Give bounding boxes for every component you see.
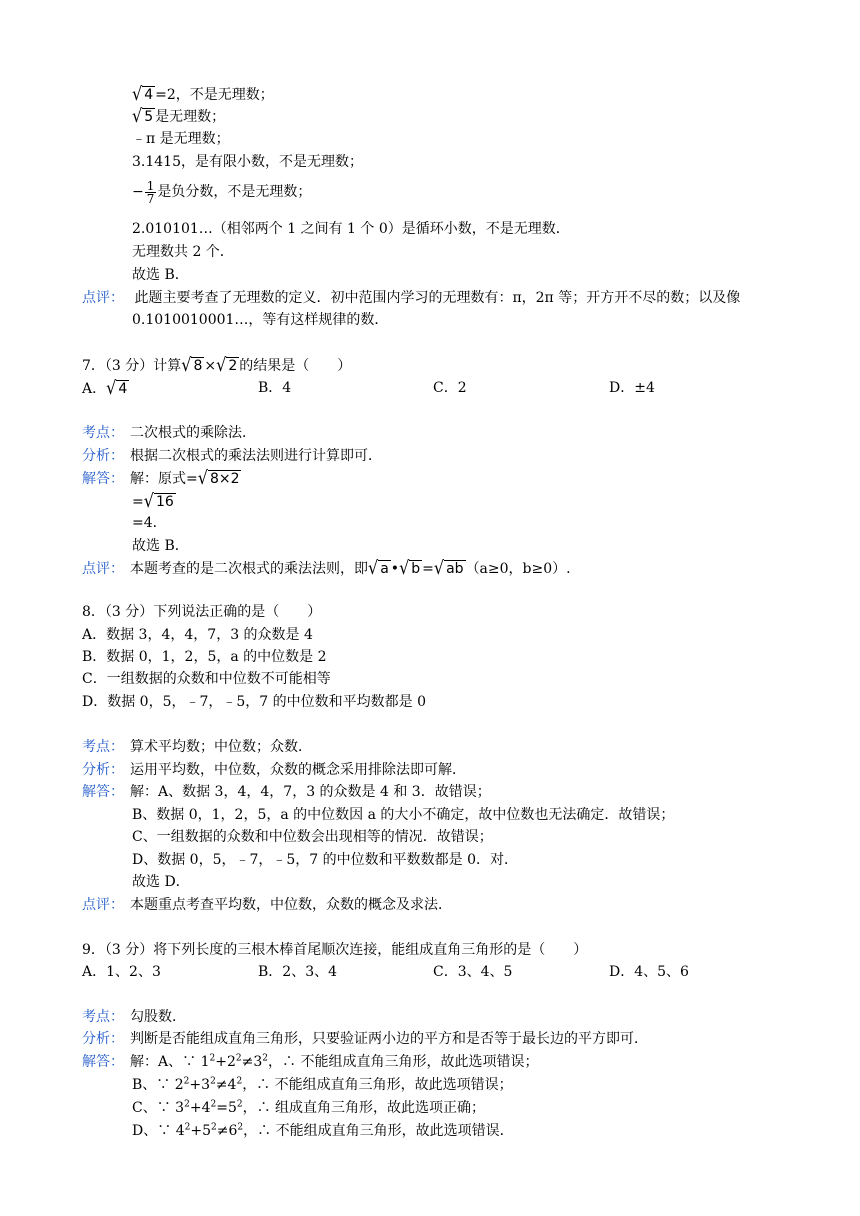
q7-option-c: C．2 xyxy=(433,380,467,396)
q8-option-c: C．一组数据的众数和中位数不可能相等 xyxy=(82,671,331,687)
q9-jieda-b: B、∵ $2^2+3^2\ne 4^2$，∴ 不能组成直角三角形，故此选项错误； xyxy=(132,1076,513,1093)
q7-option-d: D．±4 xyxy=(609,380,655,396)
q7-jieda: 解答： 解：原式=√ 8×2 xyxy=(82,466,240,489)
q9-kaodian: 考点： 勾股数． xyxy=(82,1009,186,1025)
q7-option-b: B．4 xyxy=(258,380,292,396)
q6-line-sqrt4: √ 4 =2，不是无理数； xyxy=(132,82,274,105)
q9-option-a: A．1、2、3 xyxy=(82,964,161,980)
q8-jieda-answer: 故选 D． xyxy=(132,874,190,890)
q6-line-repeating: 2.010101…（相邻两个 1 之间有 1 个 0）是循环小数，不是无理数． xyxy=(132,221,570,237)
q7-dianping: 点评： 本题考查的是二次根式的乘法法则，即√ a •√ b =√ ab （a≥0，b≥0）. xyxy=(82,556,571,579)
q8-jieda-c: C、一组数据的众数和中位数会出现相等的情况．故错误； xyxy=(132,829,493,845)
sqrt-expression: √ 4 xyxy=(106,376,128,399)
sqrt-expression: √ 8 xyxy=(181,353,203,376)
comment-label: 点评： xyxy=(82,290,124,306)
sqrt-expression: √ b xyxy=(399,556,421,579)
q6-line-pi: ﹣π 是无理数； xyxy=(132,131,230,147)
q8-stem: 8．（3 分）下列说法正确的是（ ） xyxy=(82,604,322,620)
q7-jieda-line4: 故选 B． xyxy=(132,538,189,554)
sqrt-expression: √ 4 xyxy=(132,82,154,105)
q8-jieda-b: B、数据 0，1，2，5，a 的中位数因 a 的大小不确定，故中位数也无法确定．故错误； xyxy=(132,807,675,823)
q7-stem: 7．（3 分）计算√ 8 ×√ 2 的结果是（ ） xyxy=(82,353,352,376)
q9-option-c: C．3、4、5 xyxy=(433,964,513,980)
q9-jieda-a: 解：A、∵ $1^2+2^2\ne 3^2$，∴ 不能组成直角三角形，故此选项错误； xyxy=(130,1053,539,1070)
sqrt-expression: √ 16 xyxy=(143,489,174,512)
q6-line-fraction: − $\frac{1}{7}$ 是负分数，不是无理数； xyxy=(132,178,312,206)
q9-jieda: 解答： 解：A、∵ $1^2+2^2\ne 3^2$，∴ 不能组成直角三角形，故此选项错误； xyxy=(82,1053,539,1070)
sqrt-expression: √ 8×2 xyxy=(197,466,240,489)
q7-jieda-line3: =4． xyxy=(132,515,167,531)
q6-line-sqrt5: √ 5 是无理数； xyxy=(132,104,226,127)
q9-option-d: D．4、5、6 xyxy=(609,964,689,980)
q8-option-d: D．数据 0，5，﹣7，﹣5，7 的中位数和平均数都是 0 xyxy=(82,694,427,710)
q6-line-3-1415: 3.1415，是有限小数，不是无理数； xyxy=(132,154,363,170)
sqrt-expression: √ 2 xyxy=(216,353,238,376)
q8-jieda: 解答： 解：A、数据 3，4，4，7，3 的众数是 4 和 3．故错误； xyxy=(82,784,491,800)
q7-kaodian: 考点： 二次根式的乘除法． xyxy=(82,425,256,441)
fraction: $\frac{1}{7}$ xyxy=(146,178,155,206)
q9-fenxi: 分析： 判断是否能组成直角三角形，只要验证两小边的平方和是否等于最长边的平方即可． xyxy=(82,1031,648,1047)
sqrt-expression: √ ab xyxy=(433,556,464,579)
q8-dianping: 点评： 本题重点考查平均数，中位数，众数的概念及求法． xyxy=(82,897,452,913)
q8-kaodian: 考点： 算术平均数；中位数；众数． xyxy=(82,739,312,755)
q7-fenxi: 分析： 根据二次根式的乘法法则进行计算即可． xyxy=(82,448,382,464)
q8-option-a: A．数据 3，4，4，7，3 的众数是 4 xyxy=(82,627,313,643)
q9-jieda-c: C、∵ $3^2+4^2=5^2$，∴ 组成直角三角形，故此选项正确； xyxy=(132,1099,486,1116)
q7-option-a: A．√ 4 xyxy=(82,376,128,399)
q6-line-answer: 故选 B． xyxy=(132,267,189,283)
q7-jieda-line2: =√ 16 xyxy=(132,489,174,512)
q8-jieda-d: D、数据 0，5，﹣7，﹣5，7 的中位数和平数数都是 0．对． xyxy=(132,852,519,868)
q9-option-b: B．2、3、4 xyxy=(258,964,338,980)
q8-option-b: B．数据 0，1，2，5，a 的中位数是 2 xyxy=(82,649,327,665)
q9-stem: 9．（3 分）将下列长度的三根木棒首尾顺次连接，能组成直角三角形的是（ ） xyxy=(82,942,588,958)
q9-jieda-d: D、∵ $4^2+5^2\ne 6^2$，∴ 不能组成直角三角形，故此选项错误． xyxy=(132,1122,514,1139)
q8-fenxi: 分析： 运用平均数，中位数，众数的概念采用排除法即可解． xyxy=(82,762,466,778)
sqrt-expression: √ a xyxy=(368,556,389,579)
q6-comment-cont: 0.1010010001…，等有这样规律的数． xyxy=(132,312,389,328)
sqrt-expression: √ 5 xyxy=(132,104,154,127)
q6-line-count: 无理数共 2 个． xyxy=(132,244,234,260)
q6-comment: 点评： 此题主要考查了无理数的定义．初中范围内学习的无理数有：π，2π 等；开方开不尽的数；以及像 xyxy=(82,290,741,306)
